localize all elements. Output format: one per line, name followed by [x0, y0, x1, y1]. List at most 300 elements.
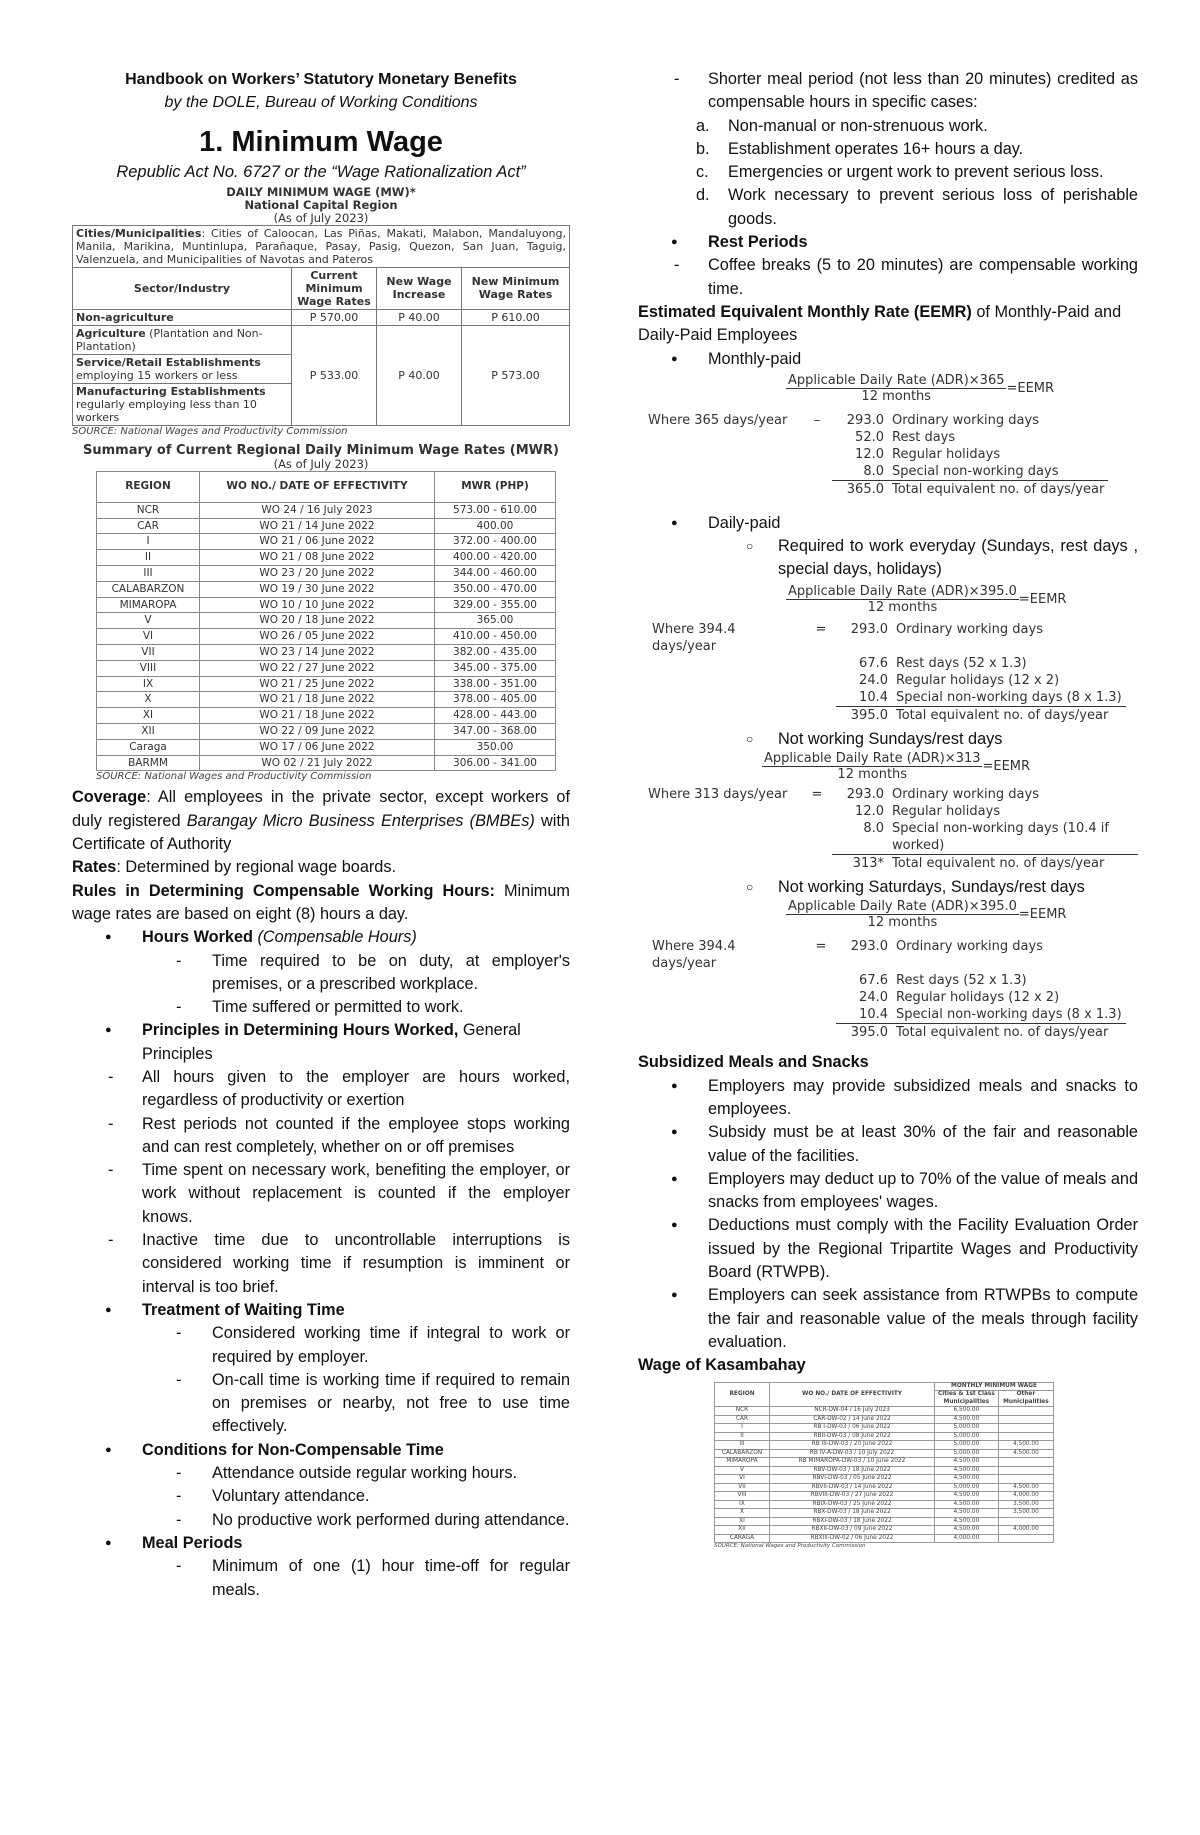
days-where: Where 313 days/year	[648, 787, 788, 803]
regional-table-row	[97, 724, 556, 740]
rg-mwr-cell: 344.00 - 460.00	[435, 566, 556, 582]
rg-mwr-cell: 400.00	[435, 518, 556, 534]
shorter-meal-item: - Shorter meal period (not less than 20 minutes) credited as compensable hours in specific cases:	[638, 68, 1138, 115]
formula-monthly-result: =EEMR	[1006, 380, 1055, 396]
kas-region-cell: II	[715, 1432, 770, 1441]
days-label: Total equivalent no. of days/year	[892, 856, 1105, 872]
days-row	[648, 706, 1126, 724]
days-label: Regular holidays	[892, 446, 1001, 462]
days-label: Rest days (52 x 1.3)	[896, 973, 1027, 989]
hours-worked-sub-2: - Time suffered or permitted to work.	[72, 996, 570, 1019]
waiting-time-item: ● Treatment of Waiting Time	[72, 1299, 570, 1322]
noncomp-item: ● Conditions for Non-Compensable Time	[72, 1439, 570, 1462]
kas-table-row	[715, 1475, 1054, 1484]
kas-region-cell: X	[715, 1509, 770, 1518]
daily-no-saturdays-item: ○ Not working Saturdays, Sundays/rest days	[638, 876, 1138, 899]
rg-mwr-cell: 350.00 - 470.00	[435, 581, 556, 597]
rg-wo-cell: WO 26 / 05 June 2022	[200, 629, 435, 645]
days-where: Where 394.4 days/year	[652, 621, 736, 654]
kas-table-row	[715, 1407, 1054, 1416]
kas-other-cell: 4,000.00	[998, 1526, 1053, 1535]
rg-mwr-cell: 347.00 - 368.00	[435, 724, 556, 740]
rg-region-cell: NCR	[97, 502, 200, 518]
days-value: 67.6	[859, 973, 888, 989]
handbook-subtitle: by the DOLE, Bureau of Working Conditions	[164, 94, 478, 112]
meals-heading: Subsidized Meals and Snacks	[638, 1053, 869, 1072]
days-row	[648, 989, 1126, 1006]
coverage-text-b: with Certificate of Authority	[72, 811, 570, 854]
rest-sub-1: - Coffee breaks (5 to 20 minutes) are compensable working time.	[638, 254, 1138, 301]
kasambahay-table	[714, 1382, 1054, 1544]
days-where	[644, 480, 802, 498]
regional-table-row	[97, 518, 556, 534]
days-value: 395.0	[850, 1025, 888, 1041]
kas-cities-cell: 5,000.00	[935, 1432, 999, 1441]
mw-other-increase: P 40.00	[377, 325, 462, 425]
meal-case-item	[638, 138, 1138, 161]
rg-header-region: REGION	[97, 471, 200, 502]
everyday-days-table	[648, 621, 1126, 724]
days-row	[648, 689, 1126, 707]
meal-periods-item: ● Meal Periods	[72, 1532, 570, 1555]
kas-cities-cell: 4,500.00	[935, 1458, 999, 1467]
days-row	[648, 972, 1126, 989]
hours-worked-italic: (Compensable Hours)	[257, 928, 417, 947]
days-where: Where 394.4 days/year	[652, 939, 736, 972]
kas-region-cell: III	[715, 1441, 770, 1450]
days-value: 24.0	[859, 990, 888, 1006]
days-eq	[806, 1006, 836, 1024]
days-label: Regular holidays (12 x 2)	[896, 672, 1060, 688]
days-where	[644, 463, 802, 481]
regional-table-row	[97, 550, 556, 566]
rates-label: Rates	[72, 858, 117, 877]
days-where	[644, 803, 802, 820]
days-row	[644, 463, 1108, 481]
days-label: Special non-working days (10.4 if worked)	[888, 820, 1138, 855]
mw-table-title: DAILY MINIMUM WAGE (MW)*	[226, 184, 416, 199]
mw-header-sector: Sector/Industry	[73, 267, 292, 309]
kas-table-row	[715, 1500, 1054, 1509]
section-heading: 1. Minimum Wage	[199, 125, 443, 158]
kas-source: SOURCE: National Wages and Productivity Commission	[714, 1543, 866, 1549]
kas-region-cell: XI	[715, 1517, 770, 1526]
kas-table-row	[715, 1492, 1054, 1501]
rg-wo-cell: WO 23 / 14 June 2022	[200, 645, 435, 661]
days-value: 365.0	[846, 481, 884, 497]
rg-header-mwr: MWR (PHP)	[435, 471, 556, 502]
rg-wo-cell: WO 10 / 10 June 2022	[200, 597, 435, 613]
days-eq	[802, 855, 832, 873]
kas-table-row	[715, 1483, 1054, 1492]
rg-wo-cell: WO 02 / 21 July 2022	[200, 755, 435, 771]
days-row	[644, 480, 1108, 498]
formula-nosundays	[762, 751, 1138, 782]
eemr-heading	[638, 301, 1138, 348]
days-value: 293.0	[846, 787, 884, 803]
kas-table-row	[715, 1517, 1054, 1526]
meals-list-item: ● Subsidy must be at least 30% of the fair and reasonable value of the facilities.	[638, 1121, 1138, 1168]
rg-wo-cell: WO 21 / 14 June 2022	[200, 518, 435, 534]
kas-other-cell	[998, 1458, 1053, 1467]
kas-wo-cell: RBVIII-DW-03 / 27 June 2022	[770, 1492, 935, 1501]
kas-other-cell: 4,500.00	[998, 1449, 1053, 1458]
formula-nosundays-fraction	[762, 751, 982, 782]
kas-table-row	[715, 1424, 1054, 1433]
mw-agri-note: (Plantation and Non-Plantation)	[76, 326, 263, 353]
hours-worked-item	[72, 926, 570, 949]
days-row	[644, 446, 1108, 463]
mw-retail-cell	[73, 354, 292, 383]
kas-table-row	[715, 1526, 1054, 1535]
meal-sub-1: - Minimum of one (1) hour time-off for regular meals.	[72, 1555, 570, 1602]
rg-mwr-cell: 345.00 - 375.00	[435, 660, 556, 676]
rg-region-cell: VI	[97, 629, 200, 645]
kas-table-row	[715, 1458, 1054, 1467]
rg-mwr-cell: 365.00	[435, 613, 556, 629]
mw-table-region: National Capital Region	[244, 197, 398, 212]
regional-table-row	[97, 566, 556, 582]
rg-mwr-cell: 428.00 - 443.00	[435, 708, 556, 724]
kas-region-cell: V	[715, 1466, 770, 1475]
formula-everyday-denominator: 12 months	[867, 599, 938, 615]
days-value: 67.6	[859, 655, 888, 671]
days-row	[644, 429, 1108, 446]
days-value: 24.0	[859, 672, 888, 688]
mw-table-asof: (As of July 2023)	[273, 210, 369, 225]
days-row	[648, 1006, 1126, 1024]
rg-mwr-cell: 573.00 - 610.00	[435, 502, 556, 518]
days-where	[648, 1006, 806, 1024]
rg-region-cell: IX	[97, 676, 200, 692]
kas-wo-cell: RBXIII-DW-02 / 06 June 2022	[770, 1534, 935, 1543]
days-eq	[802, 803, 832, 820]
kas-table-row	[715, 1449, 1054, 1458]
days-eq	[802, 446, 832, 463]
mw-nonagri-label: Non-agriculture	[73, 309, 292, 325]
kas-cities-cell: 4,500.00	[935, 1509, 999, 1518]
regional-table-row	[97, 502, 556, 518]
days-eq	[806, 655, 836, 672]
principles-label: Principles in Determining Hours Worked,	[142, 1021, 459, 1040]
regional-table-row	[97, 597, 556, 613]
kas-wo-cell: RBVI-DW-03 / 05 June 2022	[770, 1475, 935, 1484]
kas-cities-cell: 4,500.00	[935, 1500, 999, 1509]
kas-cities-cell: 5,000.00	[935, 1483, 999, 1492]
kas-wo-cell: RBV-DW-03 / 18 June 2022	[770, 1466, 935, 1475]
mw-mfg-label: Manufacturing Establishments	[76, 384, 266, 398]
days-row	[644, 412, 1108, 429]
noncomp-sub-2: - Voluntary attendance.	[72, 1485, 570, 1508]
days-label: Ordinary working days	[896, 621, 1043, 637]
kas-wo-cell: RB MIMAROPA-DW-03 / 10 June 2022	[770, 1458, 935, 1467]
days-value: 10.4	[836, 1006, 892, 1024]
kas-table-row	[715, 1441, 1054, 1450]
kas-region-cell: I	[715, 1424, 770, 1433]
days-value: 313*	[852, 856, 884, 872]
mw-retail-note: employing 15 workers or less	[76, 368, 238, 382]
rules-text: Minimum wage rates are based on eight (8) hours a day.	[72, 881, 570, 923]
regional-table-row	[97, 755, 556, 771]
kas-header-region: REGION	[715, 1382, 770, 1407]
kas-other-cell	[998, 1407, 1053, 1416]
days-eq	[806, 689, 836, 707]
rg-region-cell: XI	[97, 708, 200, 724]
days-value: 8.0	[832, 463, 888, 481]
days-row	[648, 1024, 1126, 1042]
formula-nosaturdays-fraction	[786, 899, 1019, 930]
days-eq	[806, 706, 836, 724]
regional-table	[96, 471, 556, 772]
rg-region-cell: V	[97, 613, 200, 629]
kas-header-other: Other Municipalities	[998, 1391, 1053, 1407]
regional-table-row	[97, 708, 556, 724]
kas-other-cell: 4,500.00	[998, 1441, 1053, 1450]
kas-cities-cell: 4,500.00	[935, 1466, 999, 1475]
days-row	[644, 855, 1138, 873]
rg-mwr-cell: 410.00 - 450.00	[435, 629, 556, 645]
days-value: 293.0	[846, 412, 884, 428]
kas-cities-cell: 4,000.00	[935, 1534, 999, 1543]
kas-cities-cell: 5,000.00	[935, 1441, 999, 1450]
rg-region-cell: X	[97, 692, 200, 708]
days-where	[648, 972, 806, 989]
mw-cities-label: Cities/Municipalities	[76, 226, 202, 240]
nosundays-days-table	[644, 786, 1138, 872]
days-where	[644, 855, 802, 873]
meal-case-text: Emergencies or urgent work to prevent serious loss.	[728, 163, 1104, 182]
rg-region-cell: Caraga	[97, 739, 200, 755]
rg-region-cell: III	[97, 566, 200, 582]
days-row	[648, 655, 1126, 672]
kas-wo-cell: CAR-DW-02 / 14 June 2022	[770, 1415, 935, 1424]
days-label: Special non-working days	[888, 463, 1108, 481]
days-eq	[806, 672, 836, 689]
regional-table-body	[97, 502, 556, 771]
kas-region-cell: VII	[715, 1483, 770, 1492]
days-row	[648, 621, 1126, 655]
rg-mwr-cell: 382.00 - 435.00	[435, 645, 556, 661]
regional-table-row	[97, 692, 556, 708]
coverage-paragraph	[72, 786, 570, 856]
days-label: Ordinary working days	[896, 939, 1043, 955]
rg-wo-cell: WO 21 / 08 June 2022	[200, 550, 435, 566]
days-label: Special non-working days (8 x 1.3)	[892, 1006, 1126, 1024]
mw-header-current: Current Minimum Wage Rates	[292, 267, 377, 309]
coverage-text-a: : All employees in the private sector, except workers of duly registered	[72, 788, 570, 830]
kas-table-row	[715, 1432, 1054, 1441]
mw-other-current: P 533.00	[292, 325, 377, 425]
mw-mfg-cell	[73, 383, 292, 425]
days-label: Rest days (52 x 1.3)	[896, 655, 1027, 671]
formula-nosaturdays-denominator: 12 months	[867, 915, 938, 931]
regional-table-row	[97, 581, 556, 597]
kas-wo-cell: RB IV-A-DW-03 / 10 July 2022	[770, 1449, 935, 1458]
days-value: 52.0	[855, 429, 884, 445]
mw-table-block	[72, 186, 570, 437]
kas-region-cell: VIII	[715, 1492, 770, 1501]
rates-paragraph	[72, 856, 570, 879]
days-eq	[802, 429, 832, 446]
handbook-title: Handbook on Workers’ Statutory Monetary Benefits	[125, 71, 517, 88]
rg-mwr-cell: 378.00 - 405.00	[435, 692, 556, 708]
days-label: Total equivalent no. of days/year	[896, 707, 1109, 723]
regional-table-title: Summary of Current Regional Daily Minimum Wage Rates (MWR)	[83, 442, 559, 458]
kas-cities-cell: 5,000.00	[935, 1424, 999, 1433]
meals-list-item: ● Deductions must comply with the Facility Evaluation Order issued by the Regional Tripartite Wages and Productivity Board (RTWPB).	[638, 1214, 1138, 1284]
daily-no-sundays-item: ○ Not working Sundays/rest days	[638, 728, 1138, 751]
kas-header-wo: WO NO./ DATE OF EFFECTIVITY	[770, 1382, 935, 1407]
days-value: 293.0	[850, 939, 888, 955]
rg-wo-cell: WO 24 / 16 July 2023	[200, 502, 435, 518]
mw-nonagri-current: P 570.00	[292, 309, 377, 325]
rg-header-wo: WO NO./ DATE OF EFFECTIVITY	[200, 471, 435, 502]
formula-nosaturdays	[786, 899, 1138, 930]
mw-source: SOURCE: National Wages and Productivity Commission	[72, 425, 348, 437]
kas-other-cell	[998, 1475, 1053, 1484]
kas-table-row	[715, 1509, 1054, 1518]
regional-table-row	[97, 645, 556, 661]
days-row	[644, 786, 1138, 803]
rg-wo-cell: WO 23 / 20 June 2022	[200, 566, 435, 582]
mw-nonagri-increase: P 40.00	[377, 309, 462, 325]
kas-region-cell: MIMAROPA	[715, 1458, 770, 1467]
kas-cities-cell: 4,500.00	[935, 1475, 999, 1484]
days-label: Ordinary working days	[892, 787, 1039, 803]
kas-region-cell: IX	[715, 1500, 770, 1509]
kas-wo-cell: RBIX-DW-03 / 25 June 2022	[770, 1500, 935, 1509]
days-where	[648, 1024, 806, 1042]
days-where	[648, 989, 806, 1006]
daily-paid-item: ● Daily-paid	[638, 512, 1138, 535]
kas-wo-cell: RB III-DW-03 / 20 June 2022	[770, 1441, 935, 1450]
days-eq	[802, 480, 832, 498]
meals-list	[638, 1075, 1138, 1355]
kas-wo-cell: RBVII-DW-03 / 14 June 2022	[770, 1483, 935, 1492]
rg-region-cell: MIMAROPA	[97, 597, 200, 613]
rg-region-cell: XII	[97, 724, 200, 740]
days-eq: =	[815, 621, 827, 637]
noncomp-sub-1: - Attendance outside regular working hours.	[72, 1462, 570, 1485]
days-eq	[802, 463, 832, 481]
rg-wo-cell: WO 22 / 09 June 2022	[200, 724, 435, 740]
regional-table-row	[97, 676, 556, 692]
rg-region-cell: II	[97, 550, 200, 566]
rules-paragraph	[72, 880, 570, 927]
rg-mwr-cell: 306.00 - 341.00	[435, 755, 556, 771]
days-value: 12.0	[855, 804, 884, 820]
kas-wo-cell: RBXI-DW-03 / 18 June 2022	[770, 1517, 935, 1526]
kas-table-row	[715, 1466, 1054, 1475]
rest-periods-item: ● Rest Periods	[638, 231, 1138, 254]
principle-3: - Time spent on necessary work, benefiting the employer, or work without replacement is counted if the employer knows.	[72, 1159, 570, 1229]
kas-other-cell	[998, 1534, 1053, 1543]
kas-other-cell	[998, 1517, 1053, 1526]
rg-region-cell: VIII	[97, 660, 200, 676]
kas-cities-cell: 5,000.00	[935, 1449, 999, 1458]
rg-wo-cell: WO 20 / 18 June 2022	[200, 613, 435, 629]
principles-item	[72, 1019, 570, 1066]
days-where	[648, 655, 806, 672]
kas-cities-cell: 6,500.00	[935, 1407, 999, 1416]
regional-table-asof: (As of July 2023)	[273, 456, 369, 471]
formula-monthly-denominator: 12 months	[861, 388, 932, 404]
kas-header-mmw: MONTHLY MINIMUM WAGE	[935, 1382, 1054, 1391]
law-reference: Republic Act No. 6727 or the “Wage Rationalization Act”	[116, 162, 526, 181]
formula-everyday-fraction	[786, 584, 1019, 615]
kas-region-cell: XII	[715, 1526, 770, 1535]
kas-region-cell: VI	[715, 1475, 770, 1484]
eemr-text: of Monthly-Paid and Daily-Paid Employees	[638, 302, 1122, 345]
nosaturdays-days-table	[648, 938, 1126, 1041]
monthly-days-table	[644, 412, 1108, 498]
days-where	[644, 446, 802, 463]
rg-region-cell: VII	[97, 645, 200, 661]
kas-cities-cell: 4,500.00	[935, 1492, 999, 1501]
kas-wo-cell: RBX-DW-03 / 18 June 2022	[770, 1509, 935, 1518]
meals-list-item: ● Employers can seek assistance from RTWPBs to compute the fair and reasonable value of the meals through facility evaluation.	[638, 1284, 1138, 1354]
kas-wo-cell: NCR-DW-04 / 16 July 2023	[770, 1407, 935, 1416]
mw-header-new: New Minimum Wage Rates	[462, 267, 570, 309]
mw-nonagri-new: P 610.00	[462, 309, 570, 325]
kas-cities-cell: 4,500.00	[935, 1517, 999, 1526]
regional-source: SOURCE: National Wages and Productivity Commission	[96, 771, 372, 783]
formula-everyday	[786, 584, 1138, 615]
mw-mfg-note: regularly employing less than 10 workers	[76, 397, 257, 424]
rates-text: : Determined by regional wage boards.	[116, 858, 397, 877]
rg-wo-cell: WO 22 / 27 June 2022	[200, 660, 435, 676]
meal-case-text: Establishment operates 16+ hours a day.	[728, 139, 1024, 158]
kas-region-cell: CALABARZON	[715, 1449, 770, 1458]
mw-other-new: P 573.00	[462, 325, 570, 425]
kas-other-cell: 4,500.00	[998, 1483, 1053, 1492]
rules-label: Rules in Determining Compensable Working Hours:	[72, 881, 495, 900]
formula-nosundays-result: =EEMR	[982, 759, 1031, 775]
kas-wo-cell: RBII-DW-03 / 08 June 2022	[770, 1432, 935, 1441]
days-label: Special non-working days (8 x 1.3)	[892, 689, 1126, 707]
regional-table-row	[97, 613, 556, 629]
days-where: Where 365 days/year	[648, 412, 788, 428]
formula-everyday-numerator: Applicable Daily Rate (ADR)×395.0	[788, 583, 1017, 599]
kas-region-cell: CARAGA	[715, 1534, 770, 1543]
waiting-sub-1: - Considered working time if integral to work or required by employer.	[72, 1322, 570, 1369]
days-value: 12.0	[855, 446, 884, 462]
days-eq: =	[815, 939, 827, 955]
shorter-meal-cases	[638, 115, 1138, 231]
kas-region-cell: NCR	[715, 1407, 770, 1416]
rg-region-cell: BARMM	[97, 755, 200, 771]
mw-table	[72, 225, 570, 426]
mw-agri-label: Agriculture	[76, 326, 146, 340]
kas-cities-cell: 4,500.00	[935, 1415, 999, 1424]
kas-other-cell	[998, 1424, 1053, 1433]
days-label: Total equivalent no. of days/year	[896, 1025, 1109, 1041]
days-eq: –	[813, 412, 821, 428]
days-where	[648, 706, 806, 724]
mw-header-increase: New Wage Increase	[377, 267, 462, 309]
meals-list-item: ● Employers may provide subsidized meals and snacks to employees.	[638, 1075, 1138, 1122]
principle-4: - Inactive time due to uncontrollable interruptions is considered working time if resumption is imminent or interval is too brief.	[72, 1229, 570, 1299]
kasambahay-heading: Wage of Kasambahay	[638, 1356, 806, 1375]
hours-worked-label: Hours Worked	[142, 928, 258, 947]
kas-other-cell	[998, 1415, 1053, 1424]
rg-region-cell: CAR	[97, 518, 200, 534]
meal-case-text: Non-manual or non-strenuous work.	[728, 116, 988, 135]
coverage-text-italic: Barangay Micro Business Enterprises (BMBEs)	[186, 811, 535, 830]
days-label: Total equivalent no. of days/year	[892, 481, 1105, 497]
daily-everyday-item: ○ Required to work everyday (Sundays, rest days , special days, holidays)	[638, 535, 1138, 582]
regional-table-row	[97, 629, 556, 645]
